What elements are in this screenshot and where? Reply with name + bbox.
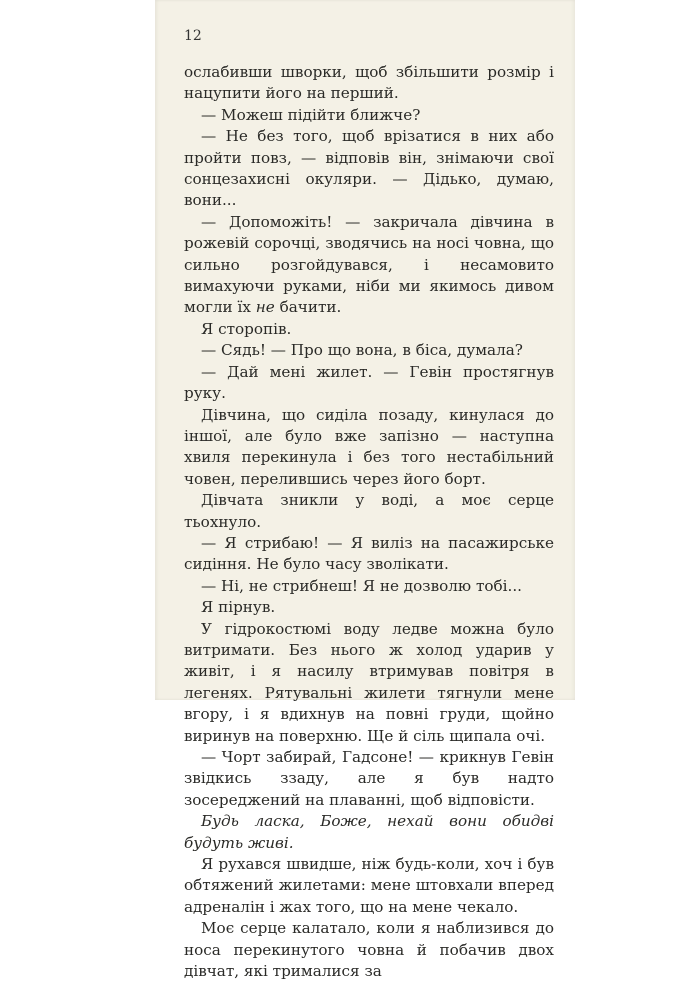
- paragraph-text: бачити.: [274, 298, 342, 317]
- paragraph: Я рухався швидше, ніж будь-коли, хоч і був обтяжений жилетами: мене штовхали вперед адреналін і жах того, що на мене чекало.: [184, 855, 554, 916]
- body-text: [184, 62, 554, 982]
- paragraph: ослабивши шворки, щоб збільшити розмір і нацупити його на перший.: [184, 63, 554, 103]
- paragraph: Я пірнув.: [201, 598, 276, 617]
- paragraph: — Сядь! — Про що вона, в біса, думала?: [201, 341, 523, 360]
- paragraph: — Дай мені жилет. — Гевін простягнув руку.: [184, 362, 554, 403]
- paragraph: Дівчина, що сиділа позаду, кинулася до іншої, але було вже запізно — наступна хвиля перекинула і без того нестабільний човен, перелившись через його борт.: [184, 405, 554, 488]
- paragraph: — Я стрибаю! — Я виліз на пасажирське сидіння. Не було часу зволікати.: [184, 533, 554, 574]
- emphasized-word: не: [255, 298, 275, 317]
- paragraph: — Не без того, щоб врізатися в них або пройти повз, — відповів він, знімаючи свої сонцезахисні окуляри. — Дідько, думаю, вони...: [184, 127, 554, 210]
- paragraph-text: — Допоможіть! — закричала дівчина в рожевій сорочці, зводячись на носі човна, що сильно розгойдувався, і несамовито вимахуючи руками, ніби ми якимось дивом могли їх: [184, 212, 554, 317]
- paragraph: — Чорт забирай, Гадсоне! — крикнув Гевін звідкись ззаду, але я був надто зосереджений на плаванні, щоб відповісти.: [184, 748, 554, 809]
- paragraph-with-emphasis: [184, 212, 554, 319]
- book-page: [155, 0, 575, 981]
- paragraph: — Можеш підійти ближче?: [201, 105, 421, 124]
- paragraph: — Ні, не стрибнеш! Я не дозволю тобі...: [201, 576, 522, 595]
- paragraph: Я сторопів.: [201, 319, 292, 338]
- paragraph: Моє серце калатало, коли я наблизився до носа перекинутого човна й побачив двох дівчат, які трималися за: [184, 919, 554, 981]
- paragraph: Дівчата зникли у воді, а моє серце тьохнуло.: [184, 491, 554, 531]
- italic-thought: Будь ласка, Боже, нехай вони обидві будуть живі.: [184, 812, 554, 852]
- page-number: 12: [184, 28, 202, 44]
- paragraph: У гідрокостюмі воду ледве можна було витримати. Без нього ж холод ударив у живіт, і я насилу втримував повітря в легенях. Рятувальні жилети тягнули мене вгору, і я вдихнув на повні груди, щойно виринув на поверхню. Ще й сіль щипала очі.: [184, 619, 554, 745]
